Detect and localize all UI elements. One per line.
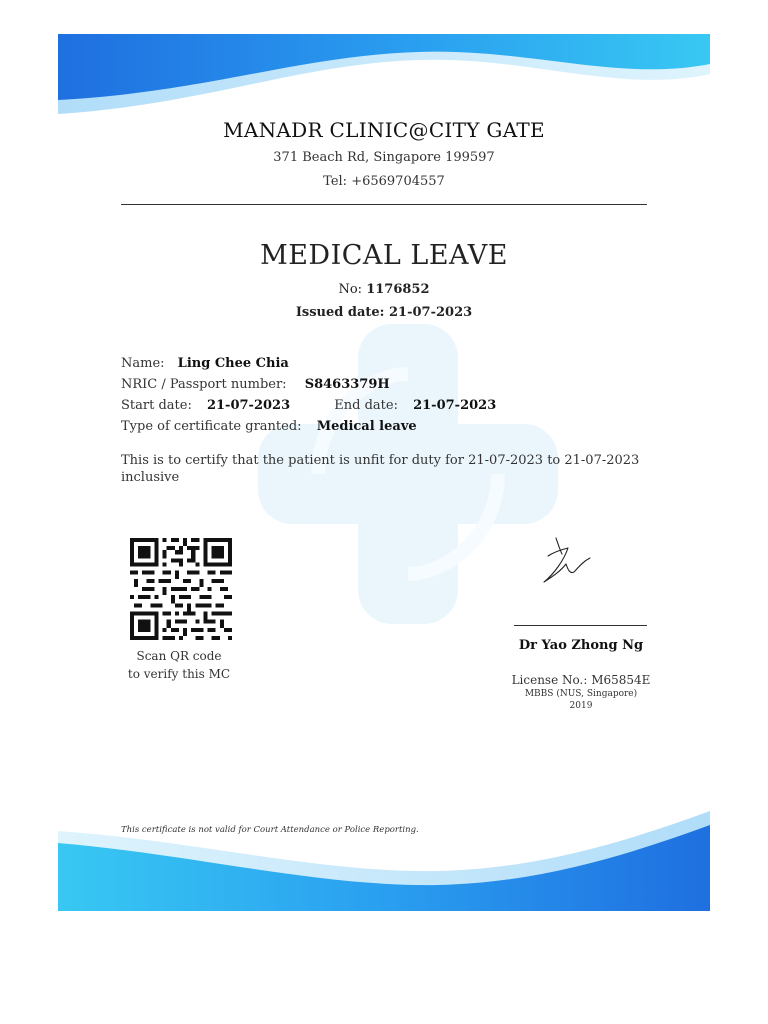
nric-row — [121, 377, 390, 392]
nric-value: S8463379H — [304, 377, 390, 392]
patient-name-value: Ling Chee Chia — [177, 356, 289, 371]
top-wave-decoration — [58, 34, 710, 124]
qr-caption-line-2: to verify this MC — [127, 667, 231, 681]
issued-date-label: Issued date: — [295, 305, 385, 320]
nric-label: NRIC / Passport number: — [121, 377, 287, 392]
issued-date-value: 21-07-2023 — [389, 305, 473, 320]
clinic-address: 371 Beach Rd, Singapore 199597 — [273, 150, 495, 165]
medical-certificate-page — [58, 34, 710, 911]
doctor-name: Dr Yao Zhong Ng — [518, 638, 644, 653]
issued-date — [58, 305, 710, 320]
qr-caption — [114, 647, 244, 683]
end-date-value: 21-07-2023 — [413, 398, 497, 413]
dates-row — [121, 398, 496, 413]
certificate-number — [58, 282, 710, 297]
doctor-signature — [538, 534, 598, 590]
signature-line — [514, 625, 647, 626]
start-date-label: Start date: — [121, 398, 192, 413]
certificate-type-row — [121, 419, 417, 434]
start-date-value: 21-07-2023 — [206, 398, 291, 413]
certificate-number-label: No: — [338, 282, 363, 297]
patient-name-label: Name: — [121, 356, 165, 371]
certification-statement: This is to certify that the patient is unfit for duty for 21-07-2023 to 21-07-2023 inclusive — [121, 453, 640, 485]
document-title: MEDICAL LEAVE — [260, 240, 508, 271]
certificate-type-value: Medical leave — [316, 419, 417, 434]
doctor-degree-year: 2019 — [569, 701, 593, 711]
header-divider — [121, 204, 647, 205]
bottom-wave-decoration — [58, 811, 710, 911]
patient-name-row — [121, 356, 289, 371]
doctor-degree: MBBS (NUS, Singapore) — [524, 689, 638, 699]
doctor-license: License No.: M65854E — [511, 673, 651, 687]
certificate-number-value: 1176852 — [366, 282, 430, 297]
certificate-type-label: Type of certificate granted: — [121, 419, 302, 434]
verification-qr-code[interactable] — [130, 538, 232, 640]
end-date-label: End date: — [334, 398, 398, 413]
qr-caption-line-1: Scan QR code — [136, 649, 222, 663]
clinic-name: MANADR CLINIC@CITY GATE — [223, 118, 545, 142]
clinic-tel: Tel: +6569704557 — [323, 174, 445, 189]
validity-disclaimer: This certificate is not valid for Court Attendance or Police Reporting. — [121, 825, 419, 835]
